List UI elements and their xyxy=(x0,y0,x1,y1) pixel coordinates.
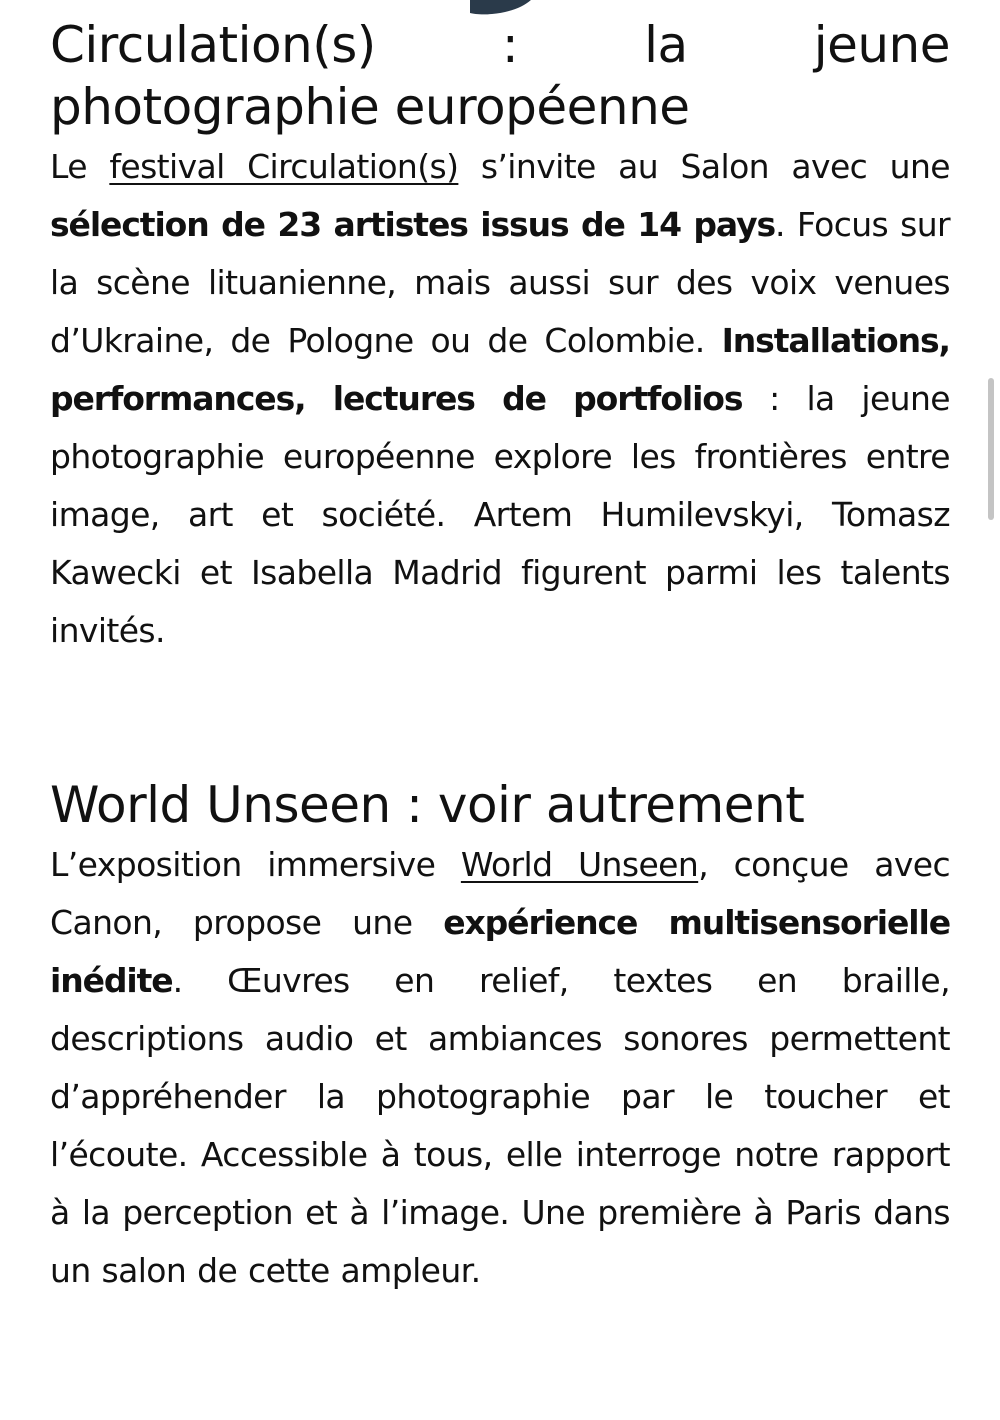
paragraph-text: Le xyxy=(50,147,110,186)
paragraph-text: , conçue avec Canon, propose une xyxy=(50,845,950,942)
festival-circulations-link[interactable]: festival Circulation(s) xyxy=(109,147,459,186)
bold-text: Installations, performances, lectures de portfolios xyxy=(50,321,950,418)
paragraph-text: : la jeune photographie européenne explore les frontières entre image, art et société. Artem Humilevskyi, Tomasz Kawecki et Isabella Madrid figurent parmi les talents invités. xyxy=(50,379,950,650)
section-circulations xyxy=(50,14,950,660)
paragraph-text: . Œuvres en relief, textes en braille, descriptions audio et ambiances sonores permettent d’appréhender la photographie par le toucher et l’écoute. Accessible à tous, elle interroge notre rapport à la perception et à l’image. Une première à Paris dans un salon de cette ampleur. xyxy=(50,961,950,1290)
section-paragraph xyxy=(50,138,950,660)
paragraph-text: s’invite au Salon avec une xyxy=(458,147,950,186)
section-paragraph xyxy=(50,836,950,1300)
section-title: Circulation(s) : la jeune photographie européenne xyxy=(50,16,950,136)
article-content xyxy=(50,14,950,1300)
bold-text: sélection de 23 artistes issus de 14 pays xyxy=(50,205,776,244)
section-world-unseen xyxy=(50,774,950,1300)
paragraph-text: L’exposition immersive xyxy=(50,845,461,884)
world-unseen-link[interactable]: World Unseen xyxy=(460,845,699,884)
paragraph-text: . Focus sur la scène lituanienne, mais aussi sur des voix venues d’Ukraine, de Pologne ou de Colombie. xyxy=(50,205,950,360)
scrollbar-thumb[interactable] xyxy=(988,378,994,520)
section-title: World Unseen : voir autrement xyxy=(50,776,805,834)
bold-text: expérience multisensorielle inédite xyxy=(50,903,950,1000)
